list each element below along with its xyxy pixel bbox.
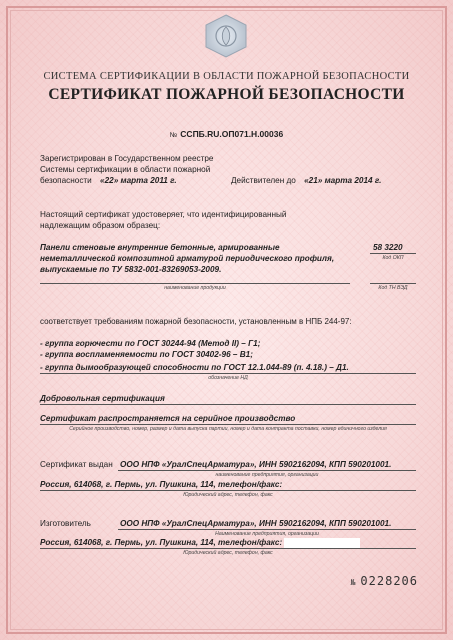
- serial-production: Сертификат распространяется на серийное производство: [40, 414, 296, 423]
- okp-code: 58 3220: [373, 243, 403, 252]
- certification-type: Добровольная сертификация: [40, 394, 165, 403]
- serial-caption: Серийное производство, номер, размер и дата выпуска партии, номер и дата контракта поставки, номер единичного изделия: [69, 426, 387, 432]
- product-line2: неметаллической композитной арматурой периодического профиля,: [40, 254, 335, 263]
- manufacturer-address: Россия, 614068, г. Пермь, ул. Пушкина, 114, телефон/факс:: [40, 538, 283, 547]
- valid-date: «21» марта 2014 г.: [304, 176, 382, 185]
- okp-underline: [370, 253, 416, 254]
- certification-type-underline: [40, 404, 416, 405]
- requirement-item-2: - группа воспламеняемости по ГОСТ 30402-96 – В1;: [40, 350, 253, 359]
- tnved-label: Код ТН ВЭД: [378, 285, 408, 291]
- registration-line2: Системы сертификации в области пожарной: [40, 165, 211, 174]
- intro-line2: надлежащим образом образец:: [40, 221, 161, 230]
- serial-number-value: 0228206: [360, 574, 418, 588]
- number-sign: №: [169, 132, 178, 139]
- registration-line3: [40, 175, 177, 186]
- manufacturer-name-underline: [118, 529, 416, 530]
- issuer-address-line: [40, 479, 282, 490]
- registration-line1: Зарегистрирован в Государственном реестре: [40, 154, 214, 163]
- serial-sign: №: [350, 578, 357, 587]
- requirements-text-value: соответствует требованиям пожарной безопасности, установленным в НПБ 244-97:: [40, 317, 352, 326]
- issuer-address-underline: [40, 490, 416, 491]
- issuer-caption1: наименование предприятия, организации: [215, 472, 319, 478]
- requirements-underline: [40, 373, 416, 374]
- intro-line1: Настоящий сертификат удостоверяет, что идентифицированный: [40, 210, 287, 219]
- product-caption: наименование продукции: [164, 285, 226, 291]
- issuer-address: Россия, 614068, г. Пермь, ул. Пушкина, 114, телефон/факс:: [40, 480, 283, 489]
- product-line3: выпускаемые по ТУ 5832-001-83269053-2009.: [40, 265, 222, 274]
- requirement-item-1: - группа горючести по ГОСТ 30244-94 (Метод II) – Г1;: [40, 339, 261, 348]
- valid-label: Действителен до: [231, 176, 296, 185]
- issuer-label: Сертификат выдан: [40, 460, 113, 469]
- product-line1: Панели стеновые внутренние бетонные, армированные: [40, 243, 280, 252]
- requirements-text: [40, 316, 352, 327]
- registered-date: «22» марта 2011 г.: [100, 176, 177, 185]
- system-title: СИСТЕМА СЕРТИФИКАЦИИ В ОБЛАСТИ ПОЖАРНОЙ БЕЗОПАСНОСТИ: [43, 71, 410, 82]
- issuer-name-underline: [118, 470, 416, 471]
- valid-until: [231, 175, 381, 186]
- okp-label: Код ОКП: [382, 255, 404, 261]
- manufacturer-name: ООО НПФ «УралСпецАрматура», ИНН 5902162094, КПП 590201001.: [120, 519, 392, 528]
- certificate-number: [0, 129, 453, 139]
- manufacturer-caption1: Наименование предприятия, организации: [215, 531, 319, 537]
- form-serial-number: [351, 574, 418, 588]
- manufacturer-address-line: [40, 537, 360, 548]
- requirement-item-3: - группа дымообразующей способности по ГОСТ 12.1.044-89 (п. 4.18.) – Д1.: [40, 363, 349, 372]
- issuer-caption2: Юридический адрес, телефон, факс: [183, 492, 273, 498]
- manufacturer-label: Изготовитель: [40, 519, 91, 528]
- product-underline: [40, 283, 350, 284]
- manufacturer-caption2: Юридический адрес, телефон, факс: [183, 550, 273, 556]
- manufacturer-address-underline: [40, 548, 416, 549]
- certificate-number-value: ССПБ.RU.ОП071.Н.00036: [180, 129, 284, 139]
- tnved-underline: [370, 283, 416, 284]
- serial-underline: [40, 424, 416, 425]
- issuer-name: ООО НПФ «УралСпецАрматура», ИНН 5902162094, КПП 590201001.: [120, 460, 392, 469]
- requirements-caption: обозначение НД: [208, 375, 248, 381]
- registration-prefix: безопасности: [40, 176, 92, 185]
- hologram-emblem-icon: [203, 14, 249, 58]
- certificate-title: СЕРТИФИКАТ ПОЖАРНОЙ БЕЗОПАСНОСТИ: [48, 86, 405, 103]
- redacted-phone: [284, 538, 360, 548]
